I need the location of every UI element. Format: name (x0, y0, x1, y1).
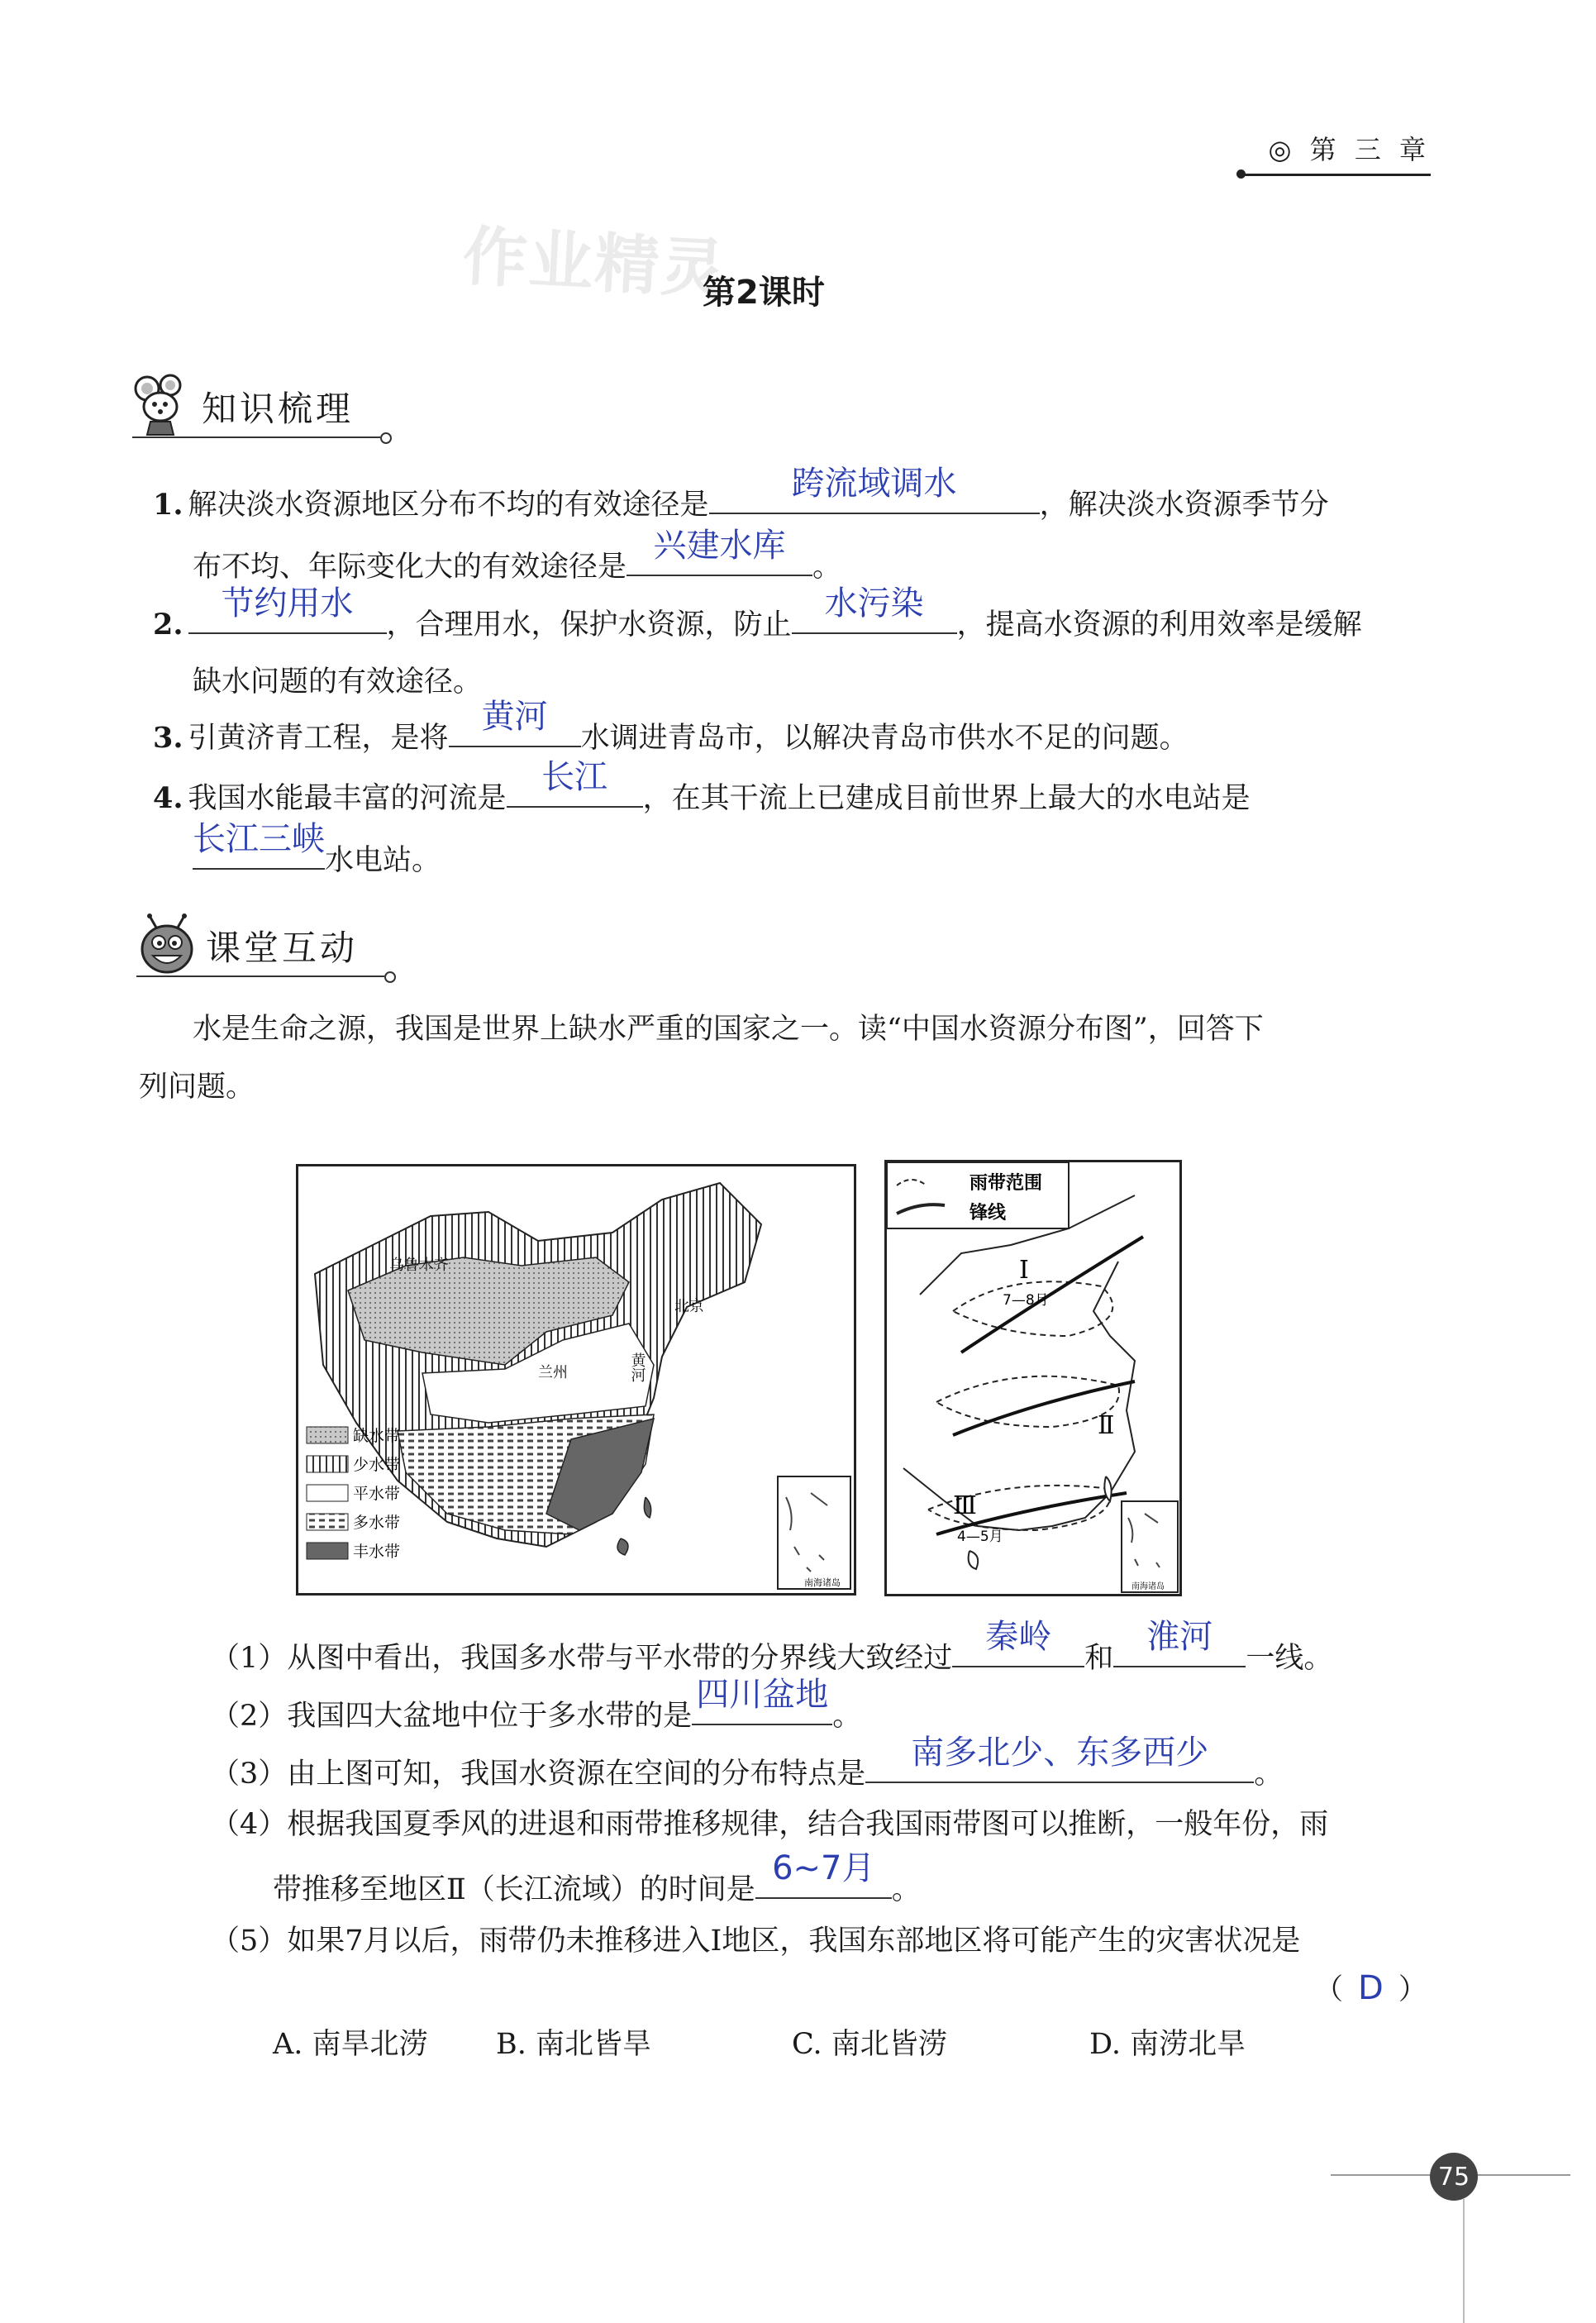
knowledge-q1-line1 (153, 465, 1329, 526)
answer-blank (626, 527, 812, 576)
question-text: 布不均、年际变化大的有效途径是 (193, 551, 627, 584)
question-text: 根据我国夏季风的进退和雨带推移规律，结合我国雨带图可以推断，一般年份，雨 (287, 1808, 1329, 1841)
rain-belt-map (884, 1160, 1182, 1596)
handwritten-answer: 南多北少、东多西少 (911, 1734, 1209, 1772)
question-text: 我国四大盆地中位于多水带的是 (287, 1700, 693, 1733)
bug-mascot-icon (136, 913, 201, 977)
legend-label: 缺水带 (353, 1427, 401, 1445)
inset-label: 南海诸岛 (804, 1577, 841, 1588)
answer-blank (188, 584, 387, 634)
region-I-time: 7—8月 (1003, 1292, 1049, 1309)
option-d: D. 南涝北旱 (1089, 2028, 1246, 2061)
map-label-urumqi: 乌鲁木齐 (389, 1257, 449, 1274)
question-text: ，提高水资源的利用效率是缓解 (956, 608, 1362, 642)
question-text: ，在其干流上已建成目前世界上最大的水电站是 (642, 782, 1251, 815)
question-text: 缺水问题的有效途径。 (193, 665, 483, 699)
section-classroom-title: 课堂互动 (206, 928, 359, 968)
intro-line1: 水是生命之源，我国是世界上缺水严重的国家之一。读“中国水资源分布图”，回答下 (193, 1013, 1264, 1046)
china-water-map (296, 1164, 856, 1596)
hainan-island (617, 1538, 628, 1555)
answer-blank (865, 1734, 1254, 1783)
handwritten-answer: 节约用水 (221, 584, 354, 622)
legend-label: 锋线 (970, 1203, 1007, 1224)
question-text: 如果7月以后，雨带仍未推移进入Ⅰ地区，我国东部地区将可能产生的灾害状况是 (287, 1925, 1301, 1958)
question-text: 解决淡水资源地区分布不均的有效途径是 (188, 489, 709, 522)
knowledge-q1-line2 (193, 527, 842, 588)
handwritten-answer: D (1358, 1969, 1384, 2007)
answer-blank (792, 584, 957, 634)
option-b: B. 南北皆旱 (496, 2028, 651, 2061)
handwritten-answer: 跨流域调水 (791, 465, 957, 503)
option-c: C. 南北皆涝 (792, 2028, 947, 2061)
china-water-map-drawing (298, 1166, 854, 1593)
question-text: 从图中看出，我国多水带与平水带的分界线大致经过 (287, 1642, 953, 1675)
knowledge-q2-line2 (193, 661, 482, 703)
question-4-line2 (273, 1849, 921, 1910)
question-4-line1 (211, 1804, 1328, 1845)
answer-blank (193, 820, 325, 870)
handwritten-answer: 秦岭 (985, 1618, 1052, 1656)
question-text: 水电站。 (325, 844, 441, 877)
paren-open: （ (1314, 1973, 1344, 2006)
legend-swatch-more (307, 1514, 348, 1530)
page-number-vrule (1463, 2199, 1465, 2323)
question-2-line (211, 1676, 862, 1737)
answer-blank (449, 698, 581, 747)
section-knowledge-rule-end (380, 432, 392, 444)
section-knowledge-header (132, 370, 405, 438)
legend-label: 平水带 (353, 1485, 401, 1503)
question-number: 3. (153, 721, 183, 755)
question-text: 。 (891, 1873, 921, 1906)
question-text: 引黄济青工程，是将 (188, 722, 449, 755)
chapter-label: ◎ 第 三 章 (1268, 134, 1431, 165)
map-label-beijing: 北京 (674, 1298, 704, 1315)
question-5-line (211, 1920, 1300, 1962)
legend-swatch-abundant (307, 1543, 348, 1559)
region-III-time: 4—5月 (957, 1529, 1003, 1545)
answer-blank (507, 758, 643, 808)
question-number: 2. (153, 608, 183, 642)
rainbelt-I (953, 1281, 1112, 1336)
map-label-huanghe: 黄河 (628, 1352, 646, 1382)
inset-label: 南海诸岛 (1131, 1582, 1165, 1591)
chapter-rule-dot (1236, 169, 1246, 179)
legend-label: 少水带 (353, 1456, 401, 1474)
intro-line2: 列问题。 (139, 1071, 255, 1104)
option-a: A. 南旱北涝 (273, 2028, 428, 2061)
handwritten-answer: 6~7月 (772, 1849, 875, 1887)
taiwan-island (644, 1497, 650, 1518)
question-text: ，合理用水，保护水资源，防止 (386, 608, 792, 642)
legend-label: 多水带 (353, 1514, 401, 1532)
answer-blank (1113, 1618, 1246, 1667)
question-text: 一线。 (1246, 1642, 1333, 1675)
answer-blank (952, 1618, 1084, 1667)
question-text: 水调进青岛市，以解决青岛市供水不足的问题。 (580, 722, 1189, 755)
knowledge-q3-line (153, 698, 1189, 759)
section-classroom-rule-end (384, 971, 396, 983)
mouse-mascot-icon (132, 374, 197, 438)
knowledge-q4-line1 (153, 758, 1251, 819)
south-china-sea-inset (1122, 1501, 1178, 1592)
question-number: （2） (211, 1700, 288, 1733)
question-number: 1. (153, 488, 183, 522)
region-label-II: Ⅱ (1098, 1411, 1115, 1440)
question-text: 由上图可知，我国水资源在空间的分布特点是 (287, 1758, 866, 1791)
chapter-rule (1241, 174, 1431, 176)
coastline (903, 1195, 1135, 1530)
knowledge-q2-line1 (153, 584, 1362, 646)
handwritten-answer: 水污染 (824, 584, 924, 622)
hainan-island (969, 1551, 979, 1569)
region-label-I: Ⅰ (1019, 1256, 1029, 1285)
answer-blank (709, 465, 1040, 514)
question-text: 。 (1254, 1758, 1284, 1791)
lesson-title: 第2课时 (703, 274, 825, 312)
question-number: （4） (211, 1808, 288, 1841)
question-text: 我国水能最丰富的河流是 (188, 782, 507, 815)
section-knowledge-title: 知识梳理 (202, 389, 355, 429)
rainbelt-II (936, 1376, 1119, 1427)
handwritten-answer: 兴建水库 (653, 527, 786, 565)
question-number: （5） (211, 1925, 288, 1958)
handwritten-answer: 淮河 (1146, 1618, 1213, 1656)
knowledge-q4-line2 (193, 820, 441, 881)
legend-swatch-flat (307, 1485, 348, 1501)
question-text: 带推移至地区Ⅱ（长江流域）的时间是 (273, 1873, 755, 1906)
south-china-sea-inset (778, 1476, 850, 1589)
page-number: 75 (1430, 2153, 1478, 2201)
answer-blank (692, 1676, 832, 1725)
section-classroom-rule (136, 975, 384, 977)
legend-swatch-less (307, 1456, 348, 1472)
question-text: 。 (812, 551, 842, 584)
question-3-line (211, 1734, 1284, 1795)
handwritten-answer: 长江 (541, 758, 608, 796)
question-text: ，解决淡水资源季节分 (1039, 489, 1329, 522)
legend-label: 雨带范围 (970, 1173, 1043, 1194)
handwritten-answer: 四川盆地 (696, 1676, 829, 1714)
question-number: （1） (211, 1642, 288, 1675)
question-number: 4. (153, 781, 183, 815)
legend-swatch-deficit (307, 1427, 348, 1443)
paren-close: ） (1398, 1973, 1427, 2006)
question-text: 和 (1084, 1642, 1114, 1675)
handwritten-answer: 黄河 (481, 698, 548, 736)
question-1-line (211, 1618, 1333, 1679)
map-label-lanzhou: 兰州 (538, 1364, 568, 1381)
region-label-III: Ⅲ (953, 1491, 977, 1520)
question-number: （3） (211, 1758, 288, 1791)
section-classroom-header (136, 909, 409, 977)
section-knowledge-rule (132, 436, 380, 438)
watermark: 作业精灵 (460, 219, 729, 308)
question-text: 。 (832, 1700, 862, 1733)
question-5-answer-paren (1314, 1968, 1427, 2011)
rain-belt-map-drawing (887, 1162, 1179, 1594)
answer-blank (755, 1849, 892, 1899)
legend-label: 丰水带 (353, 1543, 401, 1561)
handwritten-answer: 长江三峡 (193, 820, 325, 858)
